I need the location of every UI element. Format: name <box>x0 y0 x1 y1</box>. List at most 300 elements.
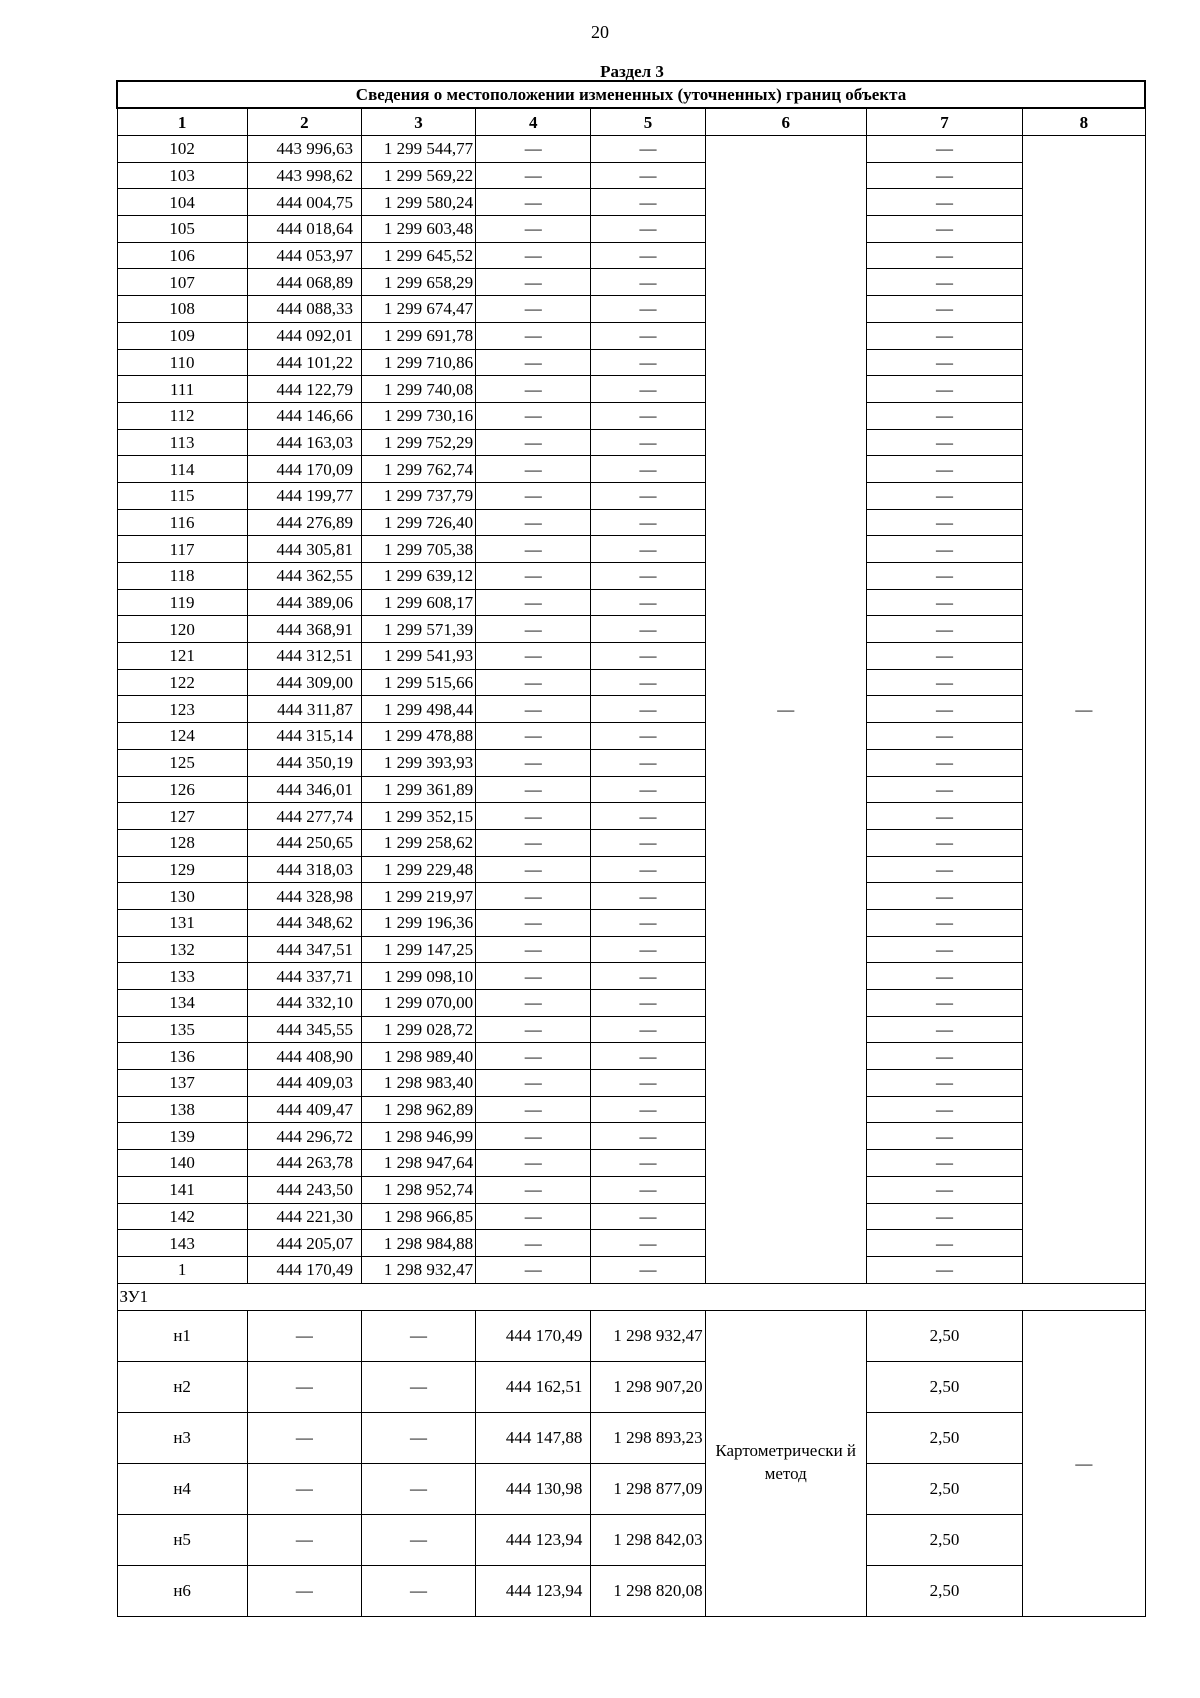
coord-y-existing: 1 299 645,52 <box>361 242 475 269</box>
coord-y-new: — <box>591 1070 705 1097</box>
coord-x-new: — <box>476 1256 591 1283</box>
coord-x-new: — <box>476 189 591 216</box>
coord-y-existing: 1 299 710,86 <box>361 349 475 376</box>
coord-x-existing: 444 368,91 <box>247 616 361 643</box>
table-row <box>117 829 1145 856</box>
precision-cell: — <box>866 429 1022 456</box>
table-row <box>117 1514 1145 1565</box>
table-row <box>117 269 1145 296</box>
coord-y-new: — <box>591 376 705 403</box>
coord-y-existing: 1 299 028,72 <box>361 1016 475 1043</box>
coord-x-existing: 444 389,06 <box>247 589 361 616</box>
precision-cell: — <box>866 723 1022 750</box>
coord-x-new: — <box>476 776 591 803</box>
precision-cell: — <box>866 909 1022 936</box>
column-number: 5 <box>591 108 705 136</box>
coord-y-existing: 1 299 352,15 <box>361 803 475 830</box>
column-numbers-row <box>117 108 1145 136</box>
point-number: 102 <box>117 136 247 163</box>
coord-x-new: — <box>476 696 591 723</box>
coord-x-existing: — <box>247 1412 361 1463</box>
coord-x-existing: 444 305,81 <box>247 536 361 563</box>
coord-y-existing: 1 299 603,48 <box>361 216 475 243</box>
coord-x-existing: — <box>247 1463 361 1514</box>
coord-x-existing: 444 312,51 <box>247 643 361 670</box>
coord-x-existing: 444 146,66 <box>247 402 361 429</box>
coord-x-existing: 444 350,19 <box>247 749 361 776</box>
coord-y-new: 1 298 820,08 <box>591 1565 705 1616</box>
point-number: 134 <box>117 990 247 1017</box>
coord-x-new: — <box>476 1150 591 1177</box>
coord-x-existing: 444 170,09 <box>247 456 361 483</box>
coord-x-new: — <box>476 1043 591 1070</box>
point-number: 137 <box>117 1070 247 1097</box>
table-row <box>117 723 1145 750</box>
precision-cell: — <box>866 349 1022 376</box>
coord-y-new: — <box>591 429 705 456</box>
table-row <box>117 349 1145 376</box>
coord-y-new: — <box>591 1123 705 1150</box>
coord-x-existing: 444 276,89 <box>247 509 361 536</box>
precision-cell: — <box>866 1230 1022 1257</box>
coord-x-new: — <box>476 963 591 990</box>
coord-x-new: 444 147,88 <box>476 1412 591 1463</box>
coord-x-new: — <box>476 669 591 696</box>
coord-y-existing: 1 298 962,89 <box>361 1096 475 1123</box>
point-number: 120 <box>117 616 247 643</box>
precision-cell: — <box>866 216 1022 243</box>
coord-y-existing: 1 299 515,66 <box>361 669 475 696</box>
point-number: 105 <box>117 216 247 243</box>
page-number: 20 <box>591 22 609 42</box>
coord-y-existing: 1 299 361,89 <box>361 776 475 803</box>
coord-y-existing: 1 299 098,10 <box>361 963 475 990</box>
coord-x-new: — <box>476 216 591 243</box>
coord-y-existing: 1 299 147,25 <box>361 936 475 963</box>
coord-x-existing: 444 092,01 <box>247 322 361 349</box>
point-number: 114 <box>117 456 247 483</box>
coord-x-new: — <box>476 509 591 536</box>
coord-x-existing: 444 409,03 <box>247 1070 361 1097</box>
precision-cell: — <box>866 1043 1022 1070</box>
precision-cell: — <box>866 696 1022 723</box>
coord-y-existing: 1 298 966,85 <box>361 1203 475 1230</box>
point-number: н5 <box>117 1514 247 1565</box>
coord-y-new: — <box>591 829 705 856</box>
point-number: 103 <box>117 162 247 189</box>
point-number: 130 <box>117 883 247 910</box>
table-row <box>117 1230 1145 1257</box>
precision-cell: — <box>866 536 1022 563</box>
coord-x-new: — <box>476 589 591 616</box>
coord-x-existing: 444 362,55 <box>247 563 361 590</box>
table-row <box>117 536 1145 563</box>
point-number: н3 <box>117 1412 247 1463</box>
coord-x-new: — <box>476 616 591 643</box>
coord-y-new: — <box>591 909 705 936</box>
precision-cell: — <box>866 482 1022 509</box>
coord-x-existing: 444 296,72 <box>247 1123 361 1150</box>
precision-cell: — <box>866 749 1022 776</box>
point-number: 110 <box>117 349 247 376</box>
point-number: 125 <box>117 749 247 776</box>
coord-y-new: — <box>591 349 705 376</box>
precision-cell: — <box>866 776 1022 803</box>
precision-cell: — <box>866 269 1022 296</box>
table-row <box>117 1016 1145 1043</box>
coord-x-existing: 444 250,65 <box>247 829 361 856</box>
coord-y-new: — <box>591 963 705 990</box>
coord-y-new: — <box>591 749 705 776</box>
coord-y-new: 1 298 893,23 <box>591 1412 705 1463</box>
method-cell: Картометрически й метод <box>705 1310 866 1616</box>
point-number: 135 <box>117 1016 247 1043</box>
precision-cell: — <box>866 376 1022 403</box>
precision-cell: 2,50 <box>866 1361 1022 1412</box>
precision-cell: 2,50 <box>866 1412 1022 1463</box>
coord-y-new: — <box>591 536 705 563</box>
point-number: 124 <box>117 723 247 750</box>
coord-x-new: — <box>476 909 591 936</box>
precision-cell: — <box>866 456 1022 483</box>
coord-x-new: — <box>476 883 591 910</box>
coord-y-existing: 1 298 952,74 <box>361 1176 475 1203</box>
coord-x-new: — <box>476 803 591 830</box>
coord-x-new: — <box>476 856 591 883</box>
point-number: 136 <box>117 1043 247 1070</box>
coord-x-existing: 444 311,87 <box>247 696 361 723</box>
coord-y-new: — <box>591 669 705 696</box>
coord-y-existing: 1 299 639,12 <box>361 563 475 590</box>
coord-x-existing: 443 998,62 <box>247 162 361 189</box>
coord-y-new: — <box>591 509 705 536</box>
coord-x-existing: 444 337,71 <box>247 963 361 990</box>
coord-y-new: — <box>591 189 705 216</box>
precision-cell: — <box>866 296 1022 323</box>
coord-x-existing: 444 408,90 <box>247 1043 361 1070</box>
coord-x-existing: 444 277,74 <box>247 803 361 830</box>
table-row <box>117 296 1145 323</box>
coord-x-new: — <box>476 1203 591 1230</box>
table-row <box>117 136 1145 163</box>
coord-x-existing: 444 347,51 <box>247 936 361 963</box>
coord-x-existing: 444 101,22 <box>247 349 361 376</box>
coord-y-existing: 1 298 946,99 <box>361 1123 475 1150</box>
coord-y-existing: 1 299 608,17 <box>361 589 475 616</box>
coord-x-new: — <box>476 162 591 189</box>
coord-x-new: — <box>476 1016 591 1043</box>
coord-y-existing: 1 299 674,47 <box>361 296 475 323</box>
point-number: 132 <box>117 936 247 963</box>
table-row <box>117 883 1145 910</box>
point-number: 119 <box>117 589 247 616</box>
table-row <box>117 1203 1145 1230</box>
coord-x-new: — <box>476 402 591 429</box>
group-label: ЗУ1 <box>117 1283 1145 1310</box>
table-row <box>117 856 1145 883</box>
coord-y-new: — <box>591 723 705 750</box>
precision-cell: — <box>866 883 1022 910</box>
table-row <box>117 1150 1145 1177</box>
description-cell: — <box>1023 136 1145 1284</box>
coord-x-existing: 444 221,30 <box>247 1203 361 1230</box>
table-row <box>117 589 1145 616</box>
coord-x-existing: 444 346,01 <box>247 776 361 803</box>
coord-y-existing: 1 298 989,40 <box>361 1043 475 1070</box>
precision-cell: — <box>866 1123 1022 1150</box>
coord-y-new: — <box>591 803 705 830</box>
precision-cell: — <box>866 242 1022 269</box>
coord-x-existing: 444 309,00 <box>247 669 361 696</box>
coord-y-new: — <box>591 563 705 590</box>
coord-y-existing: — <box>361 1361 475 1412</box>
coord-y-new: — <box>591 1256 705 1283</box>
table-row <box>117 162 1145 189</box>
coord-y-new: — <box>591 216 705 243</box>
coord-x-existing: 443 996,63 <box>247 136 361 163</box>
coord-y-existing: 1 299 498,44 <box>361 696 475 723</box>
coord-y-new: — <box>591 856 705 883</box>
coord-x-new: — <box>476 723 591 750</box>
coord-y-new: — <box>591 1230 705 1257</box>
table-row <box>117 669 1145 696</box>
precision-cell: — <box>866 563 1022 590</box>
point-number: 126 <box>117 776 247 803</box>
precision-cell: — <box>866 1150 1022 1177</box>
coord-x-new: — <box>476 643 591 670</box>
coord-y-existing: — <box>361 1412 475 1463</box>
table-row <box>117 990 1145 1017</box>
point-number: 112 <box>117 402 247 429</box>
table-row <box>117 402 1145 429</box>
coord-y-existing: 1 299 705,38 <box>361 536 475 563</box>
table-row <box>117 696 1145 723</box>
point-number: 123 <box>117 696 247 723</box>
table-row <box>117 189 1145 216</box>
coord-y-existing: 1 298 932,47 <box>361 1256 475 1283</box>
coord-y-new: — <box>591 1176 705 1203</box>
precision-cell: — <box>866 322 1022 349</box>
coord-y-existing: 1 299 571,39 <box>361 616 475 643</box>
coord-y-new: — <box>591 269 705 296</box>
coord-x-existing: 444 163,03 <box>247 429 361 456</box>
coord-y-new: — <box>591 162 705 189</box>
precision-cell: — <box>866 616 1022 643</box>
coord-y-new: — <box>591 776 705 803</box>
table-row <box>117 1463 1145 1514</box>
precision-cell: — <box>866 589 1022 616</box>
point-number: 111 <box>117 376 247 403</box>
point-number: 133 <box>117 963 247 990</box>
point-number: 106 <box>117 242 247 269</box>
precision-cell: — <box>866 1016 1022 1043</box>
coord-x-existing: 444 088,33 <box>247 296 361 323</box>
point-number: н6 <box>117 1565 247 1616</box>
coord-x-new: — <box>476 269 591 296</box>
column-number: 8 <box>1023 108 1145 136</box>
coord-x-new: — <box>476 749 591 776</box>
coord-x-new: — <box>476 1176 591 1203</box>
precision-cell: — <box>866 1096 1022 1123</box>
table-row <box>117 1412 1145 1463</box>
coord-x-existing: 444 348,62 <box>247 909 361 936</box>
coord-x-existing: 444 205,07 <box>247 1230 361 1257</box>
coord-y-new: — <box>591 482 705 509</box>
coord-y-new: — <box>591 696 705 723</box>
coord-y-new: — <box>591 883 705 910</box>
method-cell: — <box>705 136 866 1284</box>
coord-y-new: — <box>591 1150 705 1177</box>
table-row <box>117 616 1145 643</box>
point-number: 117 <box>117 536 247 563</box>
column-number: 2 <box>247 108 361 136</box>
coord-x-new: — <box>476 242 591 269</box>
point-number: 115 <box>117 482 247 509</box>
coord-y-new: — <box>591 1203 705 1230</box>
coord-x-existing: 444 243,50 <box>247 1176 361 1203</box>
coord-y-new: — <box>591 402 705 429</box>
coord-y-existing: 1 298 983,40 <box>361 1070 475 1097</box>
table-row <box>117 509 1145 536</box>
table-row <box>117 909 1145 936</box>
table-row <box>117 1565 1145 1616</box>
coord-x-existing: 444 199,77 <box>247 482 361 509</box>
coord-y-existing: 1 299 691,78 <box>361 322 475 349</box>
coord-y-new: 1 298 842,03 <box>591 1514 705 1565</box>
precision-cell: — <box>866 189 1022 216</box>
coord-x-new: — <box>476 829 591 856</box>
coord-y-existing: 1 299 740,08 <box>361 376 475 403</box>
precision-cell: — <box>866 990 1022 1017</box>
coord-x-existing: 444 332,10 <box>247 990 361 1017</box>
caption-row <box>117 81 1145 108</box>
coord-x-existing: 444 170,49 <box>247 1256 361 1283</box>
coord-y-existing: 1 299 752,29 <box>361 429 475 456</box>
coord-y-new: 1 298 907,20 <box>591 1361 705 1412</box>
coord-y-new: — <box>591 643 705 670</box>
precision-cell: — <box>866 1070 1022 1097</box>
table-caption: Сведения о местоположении измененных (уточненных) границ объекта <box>117 81 1145 108</box>
point-number: 122 <box>117 669 247 696</box>
precision-cell: — <box>866 162 1022 189</box>
point-number: 127 <box>117 803 247 830</box>
point-number: 128 <box>117 829 247 856</box>
table-row <box>117 429 1145 456</box>
coord-x-existing: 444 018,64 <box>247 216 361 243</box>
precision-cell: — <box>866 803 1022 830</box>
precision-cell: — <box>866 856 1022 883</box>
coord-y-new: 1 298 932,47 <box>591 1310 705 1361</box>
coord-y-new: — <box>591 1096 705 1123</box>
coord-y-existing: 1 299 258,62 <box>361 829 475 856</box>
table-row <box>117 776 1145 803</box>
table-row <box>117 563 1145 590</box>
column-number: 7 <box>866 108 1022 136</box>
precision-cell: 2,50 <box>866 1463 1022 1514</box>
coord-y-existing: 1 299 544,77 <box>361 136 475 163</box>
point-number: 109 <box>117 322 247 349</box>
coord-y-new: 1 298 877,09 <box>591 1463 705 1514</box>
point-number: 1 <box>117 1256 247 1283</box>
section-title: Раздел 3 <box>600 62 664 81</box>
point-number: 138 <box>117 1096 247 1123</box>
description-cell: — <box>1023 1310 1145 1616</box>
point-number: 121 <box>117 643 247 670</box>
table-row <box>117 1070 1145 1097</box>
coordinates-table <box>116 80 1146 1617</box>
coord-x-new: — <box>476 1123 591 1150</box>
coord-y-existing: 1 299 580,24 <box>361 189 475 216</box>
point-number: 108 <box>117 296 247 323</box>
coord-x-existing: 444 315,14 <box>247 723 361 750</box>
coord-x-new: — <box>476 322 591 349</box>
coord-x-existing: — <box>247 1310 361 1361</box>
coord-y-existing: 1 299 726,40 <box>361 509 475 536</box>
coord-x-new: — <box>476 536 591 563</box>
precision-cell: — <box>866 136 1022 163</box>
coord-x-existing: — <box>247 1361 361 1412</box>
point-number: 142 <box>117 1203 247 1230</box>
coord-y-existing: 1 298 984,88 <box>361 1230 475 1257</box>
coord-x-existing: — <box>247 1514 361 1565</box>
table-row <box>117 963 1145 990</box>
table-row <box>117 1256 1145 1283</box>
column-number: 1 <box>117 108 247 136</box>
precision-cell: — <box>866 829 1022 856</box>
table-row <box>117 1123 1145 1150</box>
coord-y-existing: 1 298 947,64 <box>361 1150 475 1177</box>
table-row <box>117 1176 1145 1203</box>
coord-x-existing: 444 328,98 <box>247 883 361 910</box>
coord-y-existing: — <box>361 1514 475 1565</box>
coord-y-existing: 1 299 219,97 <box>361 883 475 910</box>
point-number: 131 <box>117 909 247 936</box>
coord-x-new: — <box>476 376 591 403</box>
coord-x-existing: 444 053,97 <box>247 242 361 269</box>
coord-y-existing: 1 299 658,29 <box>361 269 475 296</box>
table-row <box>117 322 1145 349</box>
coord-x-new: 444 123,94 <box>476 1514 591 1565</box>
point-number: н2 <box>117 1361 247 1412</box>
coord-y-existing: 1 299 541,93 <box>361 643 475 670</box>
coord-x-existing: 444 004,75 <box>247 189 361 216</box>
coord-y-existing: 1 299 070,00 <box>361 990 475 1017</box>
point-number: 104 <box>117 189 247 216</box>
coord-x-new: — <box>476 482 591 509</box>
coord-y-existing: 1 299 569,22 <box>361 162 475 189</box>
precision-cell: 2,50 <box>866 1310 1022 1361</box>
table-row <box>117 456 1145 483</box>
precision-cell: — <box>866 1176 1022 1203</box>
precision-cell: — <box>866 669 1022 696</box>
precision-cell: — <box>866 402 1022 429</box>
coord-x-existing: 444 263,78 <box>247 1150 361 1177</box>
point-number: 107 <box>117 269 247 296</box>
coord-x-new: — <box>476 429 591 456</box>
table-row <box>117 643 1145 670</box>
coord-y-new: — <box>591 616 705 643</box>
coord-x-existing: 444 318,03 <box>247 856 361 883</box>
coord-x-new: — <box>476 1070 591 1097</box>
coord-y-new: — <box>591 936 705 963</box>
coord-x-existing: 444 068,89 <box>247 269 361 296</box>
point-number: н4 <box>117 1463 247 1514</box>
table-row <box>117 216 1145 243</box>
coord-x-new: 444 162,51 <box>476 1361 591 1412</box>
point-number: 113 <box>117 429 247 456</box>
table-row <box>117 936 1145 963</box>
table-row <box>117 242 1145 269</box>
